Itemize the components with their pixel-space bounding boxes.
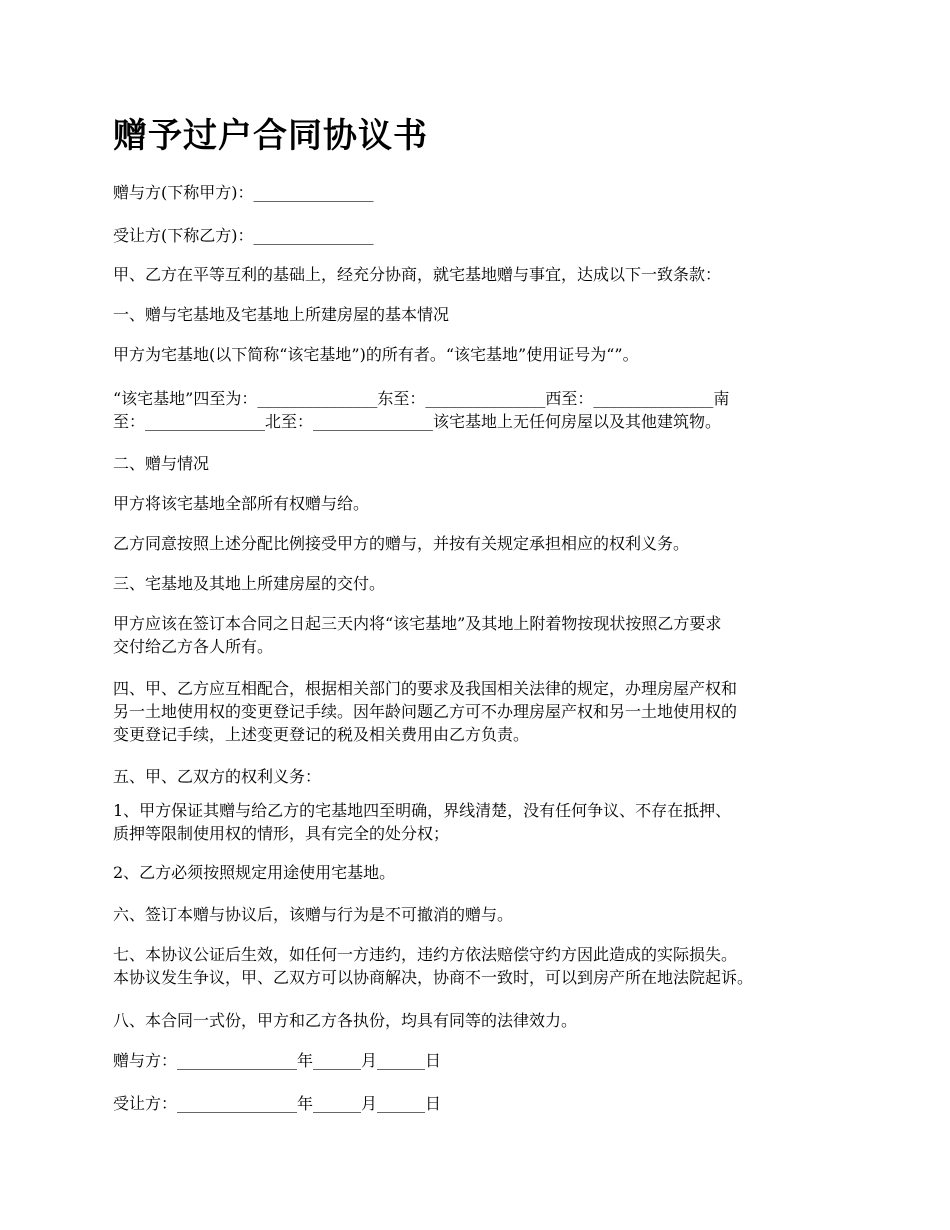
acceptance-statement: 乙方同意按照上述分配比例接受甲方的赠与，并按有关规定承担相应的权利义务。 bbox=[113, 534, 690, 553]
item-1-line-1: 1、甲方保证其赠与给乙方的宅基地四至明确，界线清楚，没有任何争议、不存在抵押、 bbox=[113, 801, 732, 820]
west-label: 西至： bbox=[545, 389, 594, 408]
donee-signature-label: 受让方： bbox=[113, 1094, 178, 1113]
boundary-blank-3: _______________ bbox=[593, 389, 714, 408]
donor-year-label: 年 bbox=[297, 1051, 314, 1070]
section-7-line-2: 本协议发生争议，甲、乙双方可以协商解决，协商不一致时，可以到房产所在地法院起诉。 bbox=[113, 968, 754, 987]
donee-signature-line bbox=[113, 1092, 441, 1115]
boundaries-paragraph bbox=[113, 387, 729, 433]
boundaries-line-2 bbox=[113, 410, 729, 433]
section-7-paragraph bbox=[113, 943, 753, 989]
donee-month-label: 月 bbox=[361, 1094, 378, 1113]
donee-year-label: 年 bbox=[297, 1094, 314, 1113]
south-label-end: 至： bbox=[113, 412, 146, 431]
section-6-paragraph: 六、签订本赠与协议后，该赠与行为是不可撤消的赠与。 bbox=[113, 905, 514, 924]
section-5-heading: 五、甲、乙双方的权利义务： bbox=[113, 767, 322, 786]
delivery-line-1: 甲方应该在签订本合同之日起三天内将“该宅基地”及其地上附着物按现状按照乙方要求 bbox=[113, 614, 722, 633]
donor-month-blank: ______ bbox=[313, 1051, 362, 1070]
section-4-line-1: 四、甲、乙方应互相配合，根据相关部门的要求及我国相关法律的规定，办理房屋产权和 bbox=[113, 679, 738, 698]
boundaries-line-1 bbox=[113, 387, 729, 410]
item-1-paragraph bbox=[113, 799, 731, 845]
ownership-statement: 甲方为宅基地(以下简称“该宅基地”)的所有者。“该宅基地”使用证号为“”。 bbox=[113, 345, 639, 364]
north-label: 北至： bbox=[265, 412, 314, 431]
section-1-heading: 一、赠与宅基地及宅基地上所建房屋的基本情况 bbox=[113, 305, 450, 324]
item-1-line-2: 质押等限制使用权的情形，具有完全的处分权； bbox=[113, 824, 450, 843]
donor-name-blank: _______________ bbox=[253, 183, 374, 202]
delivery-line-2: 交付给乙方各人所有。 bbox=[113, 637, 274, 656]
section-4-line-2: 另一土地使用权的变更登记手续。因年龄问题乙方可不办理房屋产权和另一土地使用权的 bbox=[113, 702, 738, 721]
donee-label: 受让方(下称乙方)： bbox=[113, 226, 254, 245]
document-title: 赠予过户合同协议书 bbox=[113, 116, 428, 156]
boundaries-tail: 该宅基地上无任何房屋以及其他建筑物。 bbox=[433, 412, 722, 431]
section-2-heading: 二、赠与情况 bbox=[113, 454, 210, 473]
section-8-paragraph: 八、本合同一式份，甲方和乙方各执份，均具有同等的法律效力。 bbox=[113, 1011, 578, 1030]
boundary-blank-4: _______________ bbox=[145, 412, 266, 431]
section-4-line-3: 变更登记手续，上述变更登记的税及相关费用由乙方负责。 bbox=[113, 725, 530, 744]
donor-signature-label: 赠与方： bbox=[113, 1051, 178, 1070]
preamble: 甲、乙方在平等互利的基础上，经充分协商，就宅基地赠与事宜，达成以下一致条款： bbox=[113, 265, 722, 284]
donee-name-blank: _______________ bbox=[253, 226, 374, 245]
boundaries-intro: “该宅基地”四至为： bbox=[113, 389, 258, 408]
boundary-blank-1: _______________ bbox=[257, 389, 378, 408]
boundary-blank-5: _______________ bbox=[313, 412, 434, 431]
donor-label: 赠与方(下称甲方)： bbox=[113, 183, 254, 202]
donor-signature-line bbox=[113, 1049, 441, 1072]
donor-day-label: 日 bbox=[425, 1051, 442, 1070]
contract-document bbox=[113, 112, 858, 1113]
gift-statement: 甲方将该宅基地全部所有权赠与给。 bbox=[113, 494, 370, 513]
donor-day-blank: ______ bbox=[377, 1051, 426, 1070]
section-7-line-1: 七、本协议公证后生效，如任何一方违约，违约方依法赔偿守约方因此造成的实际损失。 bbox=[113, 945, 738, 964]
donor-line bbox=[113, 181, 374, 204]
east-label: 东至： bbox=[377, 389, 426, 408]
item-2-paragraph: 2、乙方必须按照规定用途使用宅基地。 bbox=[113, 863, 396, 882]
section-3-heading: 三、宅基地及其地上所建房屋的交付。 bbox=[113, 574, 386, 593]
donee-signature-blank: _______________ bbox=[177, 1094, 298, 1113]
delivery-paragraph bbox=[113, 612, 721, 658]
donor-signature-blank: _______________ bbox=[177, 1051, 298, 1070]
boundary-blank-2: _______________ bbox=[425, 389, 546, 408]
donor-month-label: 月 bbox=[361, 1051, 378, 1070]
section-4-paragraph bbox=[113, 677, 737, 746]
south-label-start: 南 bbox=[713, 389, 730, 408]
donee-line bbox=[113, 224, 374, 247]
donee-day-label: 日 bbox=[425, 1094, 442, 1113]
donee-month-blank: ______ bbox=[313, 1094, 362, 1113]
donee-day-blank: ______ bbox=[377, 1094, 426, 1113]
